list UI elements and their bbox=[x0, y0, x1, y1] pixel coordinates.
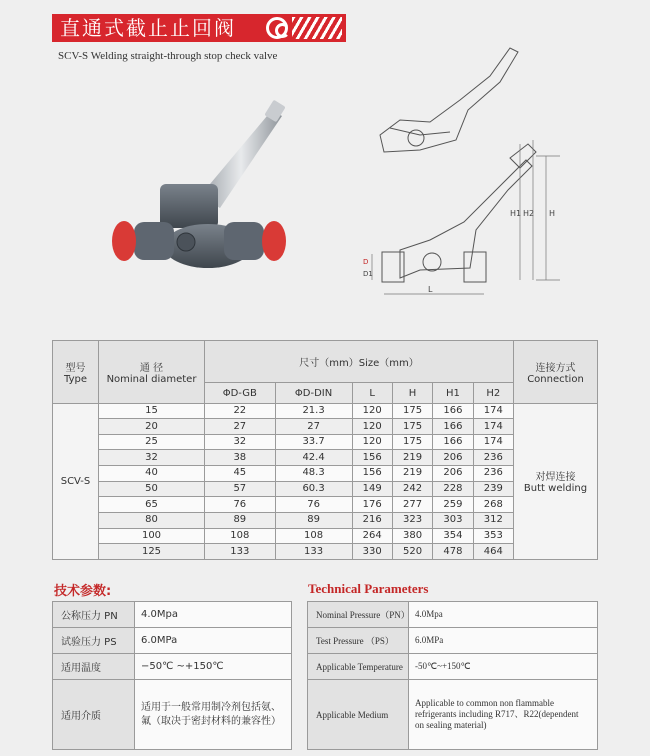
param-row bbox=[53, 602, 292, 628]
table-cell: 174 bbox=[473, 434, 513, 450]
col-nominal bbox=[99, 341, 205, 404]
param-row bbox=[53, 654, 292, 680]
table-cell: 76 bbox=[205, 497, 276, 513]
param-key: Applicable Temperature bbox=[308, 654, 409, 680]
size-header: 尺寸（mm）Size（mm） bbox=[205, 341, 514, 383]
table-cell: 236 bbox=[473, 450, 513, 466]
stripes-decoration-icon bbox=[292, 17, 342, 39]
table-cell: 120 bbox=[352, 403, 392, 419]
table-cell: 120 bbox=[352, 419, 392, 435]
params-title-en: Technical Parameters bbox=[308, 581, 429, 596]
table-cell: 216 bbox=[352, 513, 392, 529]
params-title-cn: 技术参数: bbox=[54, 584, 112, 599]
table-cell: 27 bbox=[205, 419, 276, 435]
table-cell: 42.4 bbox=[275, 450, 352, 466]
page-title: 直通式截止止回阀 bbox=[60, 16, 236, 40]
col-h1: H1 bbox=[433, 383, 473, 403]
table-cell: 25 bbox=[99, 434, 205, 450]
table-cell: 27 bbox=[275, 419, 352, 435]
valve-photo bbox=[108, 96, 308, 276]
type-en: Type bbox=[64, 373, 87, 385]
table-cell: 50 bbox=[99, 481, 205, 497]
table-cell: 175 bbox=[392, 419, 432, 435]
table-cell: 312 bbox=[473, 513, 513, 529]
table-cell: 60.3 bbox=[275, 481, 352, 497]
table-cell: 323 bbox=[392, 513, 432, 529]
table-cell: 176 bbox=[352, 497, 392, 513]
table-cell: 303 bbox=[433, 513, 473, 529]
connection-value-en: Butt welding bbox=[523, 483, 588, 495]
table-cell: 100 bbox=[99, 528, 205, 544]
param-key: 适用介质 bbox=[53, 680, 135, 750]
table-cell: 32 bbox=[99, 450, 205, 466]
table-cell: 89 bbox=[275, 513, 352, 529]
table-row bbox=[53, 403, 598, 419]
table-cell: 22 bbox=[205, 403, 276, 419]
dim-label-h1: H1 bbox=[510, 209, 522, 218]
dim-label-h: H bbox=[549, 209, 556, 218]
table-cell: 20 bbox=[99, 419, 205, 435]
brand-logo-icon bbox=[266, 17, 288, 39]
table-cell: 156 bbox=[352, 450, 392, 466]
table-cell: 354 bbox=[433, 528, 473, 544]
param-row bbox=[53, 680, 292, 750]
table-cell: 76 bbox=[275, 497, 352, 513]
param-row bbox=[308, 602, 598, 628]
table-cell: 57 bbox=[205, 481, 276, 497]
dim-label-d1: D1 bbox=[363, 270, 373, 278]
table-cell: 380 bbox=[392, 528, 432, 544]
table-cell: 228 bbox=[433, 481, 473, 497]
table-cell: 478 bbox=[433, 544, 473, 560]
dim-label-h2: H2 bbox=[523, 209, 535, 218]
table-cell: 219 bbox=[392, 450, 432, 466]
table-cell: 80 bbox=[99, 513, 205, 529]
table-cell: 277 bbox=[392, 497, 432, 513]
table-cell: 48.3 bbox=[275, 466, 352, 482]
param-value: Applicable to common non flammable refrigerants including R717、R22(dependent on sealing material) bbox=[409, 680, 598, 750]
col-l: L bbox=[352, 383, 392, 403]
table-cell: 125 bbox=[99, 544, 205, 560]
table-cell: 33.7 bbox=[275, 434, 352, 450]
nominal-en: Nominal diameter bbox=[106, 373, 197, 385]
table-cell: 65 bbox=[99, 497, 205, 513]
nominal-cn: 通 径 bbox=[139, 362, 164, 374]
table-cell: 120 bbox=[352, 434, 392, 450]
table-cell: 133 bbox=[275, 544, 352, 560]
connection-value-cn: 对焊连接 bbox=[535, 472, 576, 484]
dim-label-d: D bbox=[363, 258, 369, 266]
table-cell: 353 bbox=[473, 528, 513, 544]
connection-en: Connection bbox=[527, 373, 584, 385]
table-cell: 166 bbox=[433, 434, 473, 450]
col-connection bbox=[514, 341, 598, 404]
param-value: -50℃~+150℃ bbox=[409, 654, 598, 680]
table-cell: 21.3 bbox=[275, 403, 352, 419]
table-cell: 330 bbox=[352, 544, 392, 560]
col-d-din: ΦD-DIN bbox=[275, 383, 352, 403]
table-cell: 236 bbox=[473, 466, 513, 482]
param-key: 适用温度 bbox=[53, 654, 135, 680]
connection-cn: 连接方式 bbox=[535, 362, 576, 374]
table-cell: 520 bbox=[392, 544, 432, 560]
table-cell: 175 bbox=[392, 434, 432, 450]
table-cell: 108 bbox=[205, 528, 276, 544]
param-value: 4.0Mpa bbox=[409, 602, 598, 628]
params-table-cn bbox=[52, 601, 292, 750]
table-cell: 264 bbox=[352, 528, 392, 544]
param-row bbox=[53, 628, 292, 654]
col-type bbox=[53, 341, 99, 404]
param-row bbox=[308, 680, 598, 750]
param-value: 6.0MPa bbox=[135, 628, 292, 654]
param-key: 公称压力 PN bbox=[53, 602, 135, 628]
table-cell: 166 bbox=[433, 403, 473, 419]
table-cell: 32 bbox=[205, 434, 276, 450]
param-value: −50℃ ~+150℃ bbox=[135, 654, 292, 680]
param-key: 试验压力 PS bbox=[53, 628, 135, 654]
table-cell: 40 bbox=[99, 466, 205, 482]
param-row bbox=[308, 628, 598, 654]
valve-technical-drawing bbox=[360, 40, 570, 310]
dim-label-l: L bbox=[428, 285, 433, 294]
table-cell: 166 bbox=[433, 419, 473, 435]
table-cell: 259 bbox=[433, 497, 473, 513]
page-subtitle: SCV-S Welding straight-through stop check valve bbox=[58, 50, 278, 62]
param-key: Applicable Medium bbox=[308, 680, 409, 750]
table-cell: 268 bbox=[473, 497, 513, 513]
param-value: 适用于一般常用制冷剂包括氨、氟（取决于密封材料的兼容性） bbox=[135, 680, 292, 750]
table-cell: 206 bbox=[433, 466, 473, 482]
params-table-en bbox=[307, 601, 598, 750]
col-h: H bbox=[392, 383, 432, 403]
table-cell: 89 bbox=[205, 513, 276, 529]
table-cell: 219 bbox=[392, 466, 432, 482]
table-cell: 174 bbox=[473, 419, 513, 435]
param-key: Test Pressure （PS） bbox=[308, 628, 409, 654]
spec-table bbox=[52, 340, 598, 560]
table-cell: 464 bbox=[473, 544, 513, 560]
col-d-gb: ΦD-GB bbox=[205, 383, 276, 403]
table-cell: 38 bbox=[205, 450, 276, 466]
param-value: 6.0MPa bbox=[409, 628, 598, 654]
table-cell: 149 bbox=[352, 481, 392, 497]
table-cell: 15 bbox=[99, 403, 205, 419]
connection-cell bbox=[514, 403, 598, 559]
table-cell: 45 bbox=[205, 466, 276, 482]
table-cell: 242 bbox=[392, 481, 432, 497]
table-cell: 175 bbox=[392, 403, 432, 419]
param-key: Nominal Pressure（PN） bbox=[308, 602, 409, 628]
table-cell: 156 bbox=[352, 466, 392, 482]
model-cell: SCV-S bbox=[53, 403, 99, 559]
type-cn: 型号 bbox=[65, 362, 86, 374]
table-cell: 174 bbox=[473, 403, 513, 419]
table-cell: 206 bbox=[433, 450, 473, 466]
table-cell: 108 bbox=[275, 528, 352, 544]
param-value: 4.0Mpa bbox=[135, 602, 292, 628]
col-h2: H2 bbox=[473, 383, 513, 403]
table-cell: 239 bbox=[473, 481, 513, 497]
param-row bbox=[308, 654, 598, 680]
table-cell: 133 bbox=[205, 544, 276, 560]
